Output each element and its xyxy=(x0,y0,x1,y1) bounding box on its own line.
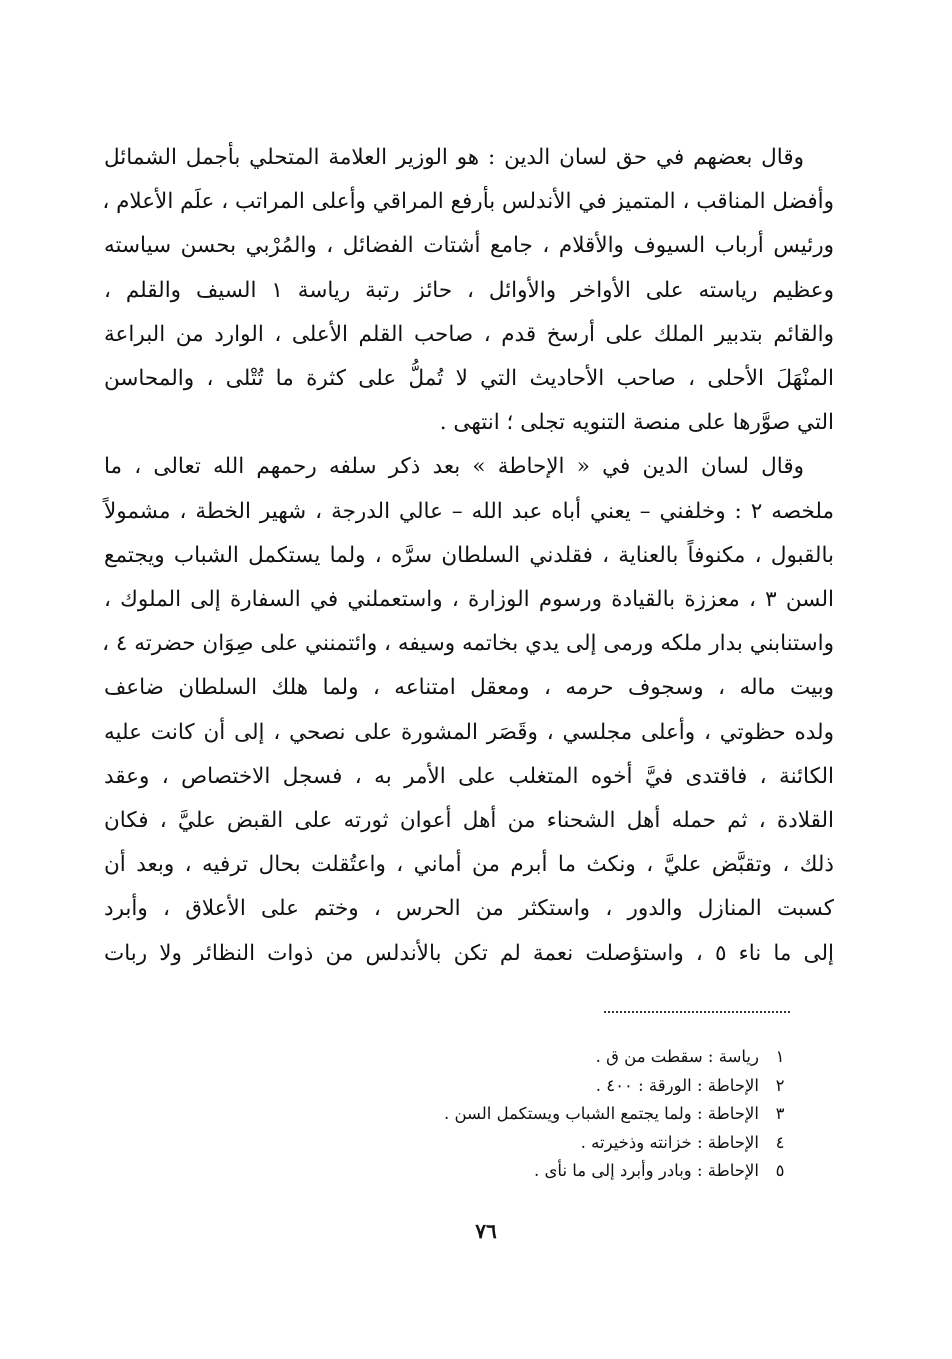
text-line: ذلك ، وتقبَّض عليَّ ، ونكث ما أبرم من أماني ، واعتُقلت بحال ترفيه ، وبعد أن xyxy=(104,852,834,878)
paragraph-2 xyxy=(104,445,834,975)
footnote-number: ٤ xyxy=(775,1132,785,1152)
text-line: ملخصه ٢ : وخلفني – يعني أباه عبد الله – عالي الدرجة ، شهير الخطة ، مشمولاً xyxy=(104,498,834,524)
paragraph-1 xyxy=(104,136,834,445)
text-line: وبيت ماله ، وسجوف حرمه ، ومعقل امتناعه ، ولما هلك السلطان ضاعف xyxy=(104,675,834,701)
footnote xyxy=(227,1072,787,1101)
footnote-text: الإحاطة : خزانته وذخيرته . xyxy=(580,1132,759,1152)
footnote-separator xyxy=(604,1011,790,1013)
text-line: والقائم بتدبير الملك على أرسخ قدم ، صاحب القلم الأعلى ، الوارد من البراعة xyxy=(104,321,834,347)
text-line: واستنابني بدار ملكه ورمى إلى يدي بخاتمه وسيفه ، وائتمنني على صِوَان حضرته ٤ ، xyxy=(102,631,834,657)
footnote xyxy=(227,1100,787,1129)
text-line: وعظيم رياسته على الأواخر والأوائل ، حائز رتبة رياسة ١ السيف والقلم ، xyxy=(104,277,834,303)
text-line: وقال لسان الدين في « الإحاطة » بعد ذكر سلفه رحمهم الله تعالى ، ما xyxy=(104,454,804,480)
footnote-number: ٢ xyxy=(775,1075,785,1095)
footnote-text: الإحاطة : الورقة : ٤٠٠ . xyxy=(595,1075,759,1095)
text-line: وقال بعضهم في حق لسان الدين : هو الوزير العلامة المتحلي بأجمل الشمائل xyxy=(104,145,804,170)
footnote-number: ١ xyxy=(775,1047,785,1066)
page-number: ٧٦ xyxy=(475,1219,497,1243)
text-line: القلادة ، ثم حمله أهل الشحناء من أهل أعوان ثورته على القبض عليَّ ، فكان xyxy=(104,808,834,834)
text-line: بالقبول ، مكنوفاً بالعناية ، فقلدني السلطان سرَّه ، ولما يستكمل الشباب ويجتمع xyxy=(104,542,834,568)
footnotes-list xyxy=(227,1043,787,1186)
footnote-number: ٥ xyxy=(775,1161,785,1180)
text-line: ولده حظوتي ، وأعلى مجلسي ، وقَصَر المشورة على نصحي ، إلى أن كانت عليه xyxy=(104,719,834,745)
footnote-text: الإحاطة : وبادر وأبرد إلى ما نأى . xyxy=(534,1161,759,1180)
footnote xyxy=(227,1157,787,1186)
text-line: المنْهَلَ الأحلى ، صاحب الأحاديث التي لا تُملُّ على كثرة ما تُتْلى ، والمحاسن xyxy=(104,366,834,392)
main-text xyxy=(104,136,834,976)
footnote xyxy=(227,1129,787,1158)
footnote-number: ٣ xyxy=(775,1104,785,1123)
footnote-text: رياسة : سقطت من ق . xyxy=(595,1047,759,1066)
text-line: التي صوَّرها على منصة التنويه تجلى ؛ انتهى . xyxy=(439,410,834,436)
text-line: كسبت المنازل والدور ، واستكثر من الحرس ، وختم على الأعلاق ، وأبرد xyxy=(104,896,834,922)
footnote xyxy=(227,1043,787,1072)
footnote-text: الإحاطة : ولما يجتمع الشباب ويستكمل السن . xyxy=(444,1104,759,1123)
text-line: ورئيس أرباب السيوف والأقلام ، جامع أشتات الفضائل ، والمُرْبي بحسن سياسته xyxy=(104,233,834,259)
text-line: السن ٣ ، معززة بالقيادة ورسوم الوزارة ، واستعملني في السفارة إلى الملوك ، xyxy=(104,587,835,613)
text-line: الكائنة ، فاقتدى فيَّ أخوه المتغلب على الأمر به ، فسجل الاختصاص ، وعقد xyxy=(104,763,834,789)
text-line: وأفضل المناقب ، المتميز في الأندلس بأرفع المراقي وأعلى المراتب ، علَم الأعلام ، xyxy=(102,189,834,215)
text-line: إلى ما ناء ٥ ، واستؤصلت نعمة لم تكن بالأندلس من ذوات النظائر ولا ربات xyxy=(104,940,834,966)
